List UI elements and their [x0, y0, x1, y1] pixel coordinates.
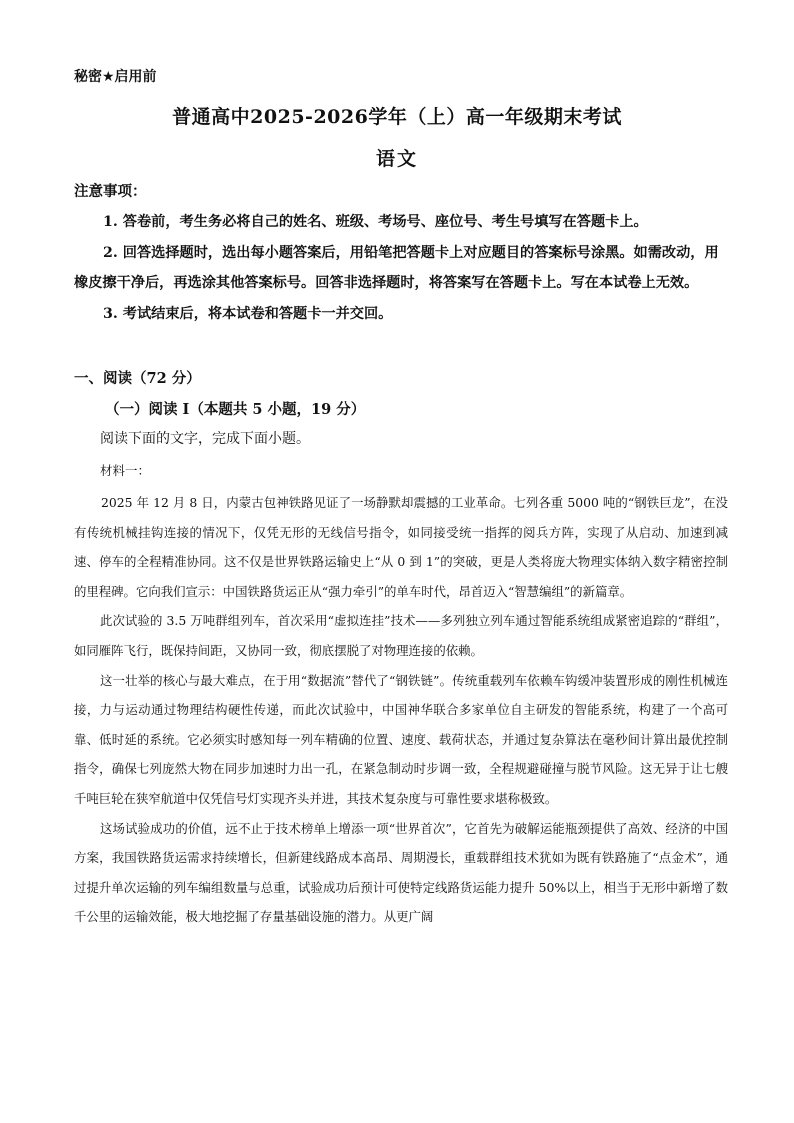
confidential-mark: 秘密★启用前	[74, 69, 157, 85]
notes-heading: 注意事项：	[74, 183, 147, 200]
reading-instruction: 阅读下面的文字，完成下面小题。	[100, 431, 310, 447]
notes-list	[74, 207, 726, 329]
article-paragraph-1: 2025 年 12 月 8 日，内蒙古包神铁路见证了一场静默却震撼的工业革命。七列各重 5000 吨的“钢铁巨龙”，在没有传统机械挂钩连接的情况下，仅凭无形的无线信号指令，如同接受统一指挥的阅兵方阵，实现了从启动、加速到减速、停车的全程精准协同。这不仅是世界铁路运输史上“从 0 到 1”的突破，更是人类将庞大物理实体纳入数字精密控制的里程碑。它向我们宣示：中国铁路货运正从“强力牵引”的单车时代，昂首迈入“智慧编组”的新篇章。	[74, 495, 728, 599]
material-label: 材料一：	[100, 463, 151, 478]
article-paragraph-4: 这场试验成功的价值，远不止于技术榜单上增添一项“世界首次”，它首先为破解运能瓶颈提供了高效、经济的中国方案，我国铁路货运需求持续增长，但新建线路成本高昂、周期漫长，重载群组技术犹如为既有铁路施了“点金术”，通过提升单次运输的列车编组数量与总重，试验成功后预计可使特定线路货运能力提升 50%以上，相当于无形中新增了数千公里的运输效能，极大地挖掘了存量基础设施的潜力。从更广阔	[74, 820, 728, 925]
subsection-heading: （一）阅读 I（本题共 5 小题，19 分）	[105, 401, 366, 418]
article-paragraph-2: 此次试验的 3.5 万吨群组列车，首次采用“虚拟连挂”技术——多列独立列车通过智能系统组成紧密追踪的“群组”，如同雁阵飞行，既保持间距，又协同一致，彻底摆脱了对物理连接的依赖。	[74, 613, 728, 658]
note-item-2: 2. 回答选择题时，选出每小题答案后，用铅笔把答题卡上对应题目的答案标号涂黑。如需改动，用橡皮擦干净后，再选涂其他答案标号。回答非选择题时，将答案写在答题卡上。写在本试卷上无效。	[74, 244, 719, 291]
section-heading: 一、阅读（72 分）	[74, 370, 201, 387]
note-item-1: 1. 答卷前，考生务必将自己的姓名、班级、考场号、座位号、考生号填写在答题卡上。	[103, 214, 648, 230]
exam-title: 普通高中2025-2026学年（上）高一年级期末考试	[172, 106, 622, 128]
note-item-3: 3. 考试结束后，将本试卷和答题卡一并交回。	[103, 305, 393, 322]
article-body	[74, 488, 728, 932]
article-paragraph-3: 这一壮举的核心与最大难点，在于用“数据流”替代了“钢铁链”。传统重载列车依赖车钩缓冲装置形成的刚性机械连接，力与运动通过物理结构硬性传递，而此次试验中，中国神华联合多家单位自主研发的智能系统，构建了一个高可靠、低时延的系统。它必须实时感知每一列车精确的位置、速度、载荷状态，并通过复杂算法在毫秒间计算出最优控制指令，确保七列庞然大物在同步加速时力出一孔，在紧急制动时步调一致，全程规避碰撞与脱节风险。这无异于让七艘千吨巨轮在狭窄航道中仅凭信号灯实现齐头并进，其技术复杂度与可靠性要求堪称极致。	[74, 672, 728, 806]
subject-title: 语文	[375, 148, 418, 170]
